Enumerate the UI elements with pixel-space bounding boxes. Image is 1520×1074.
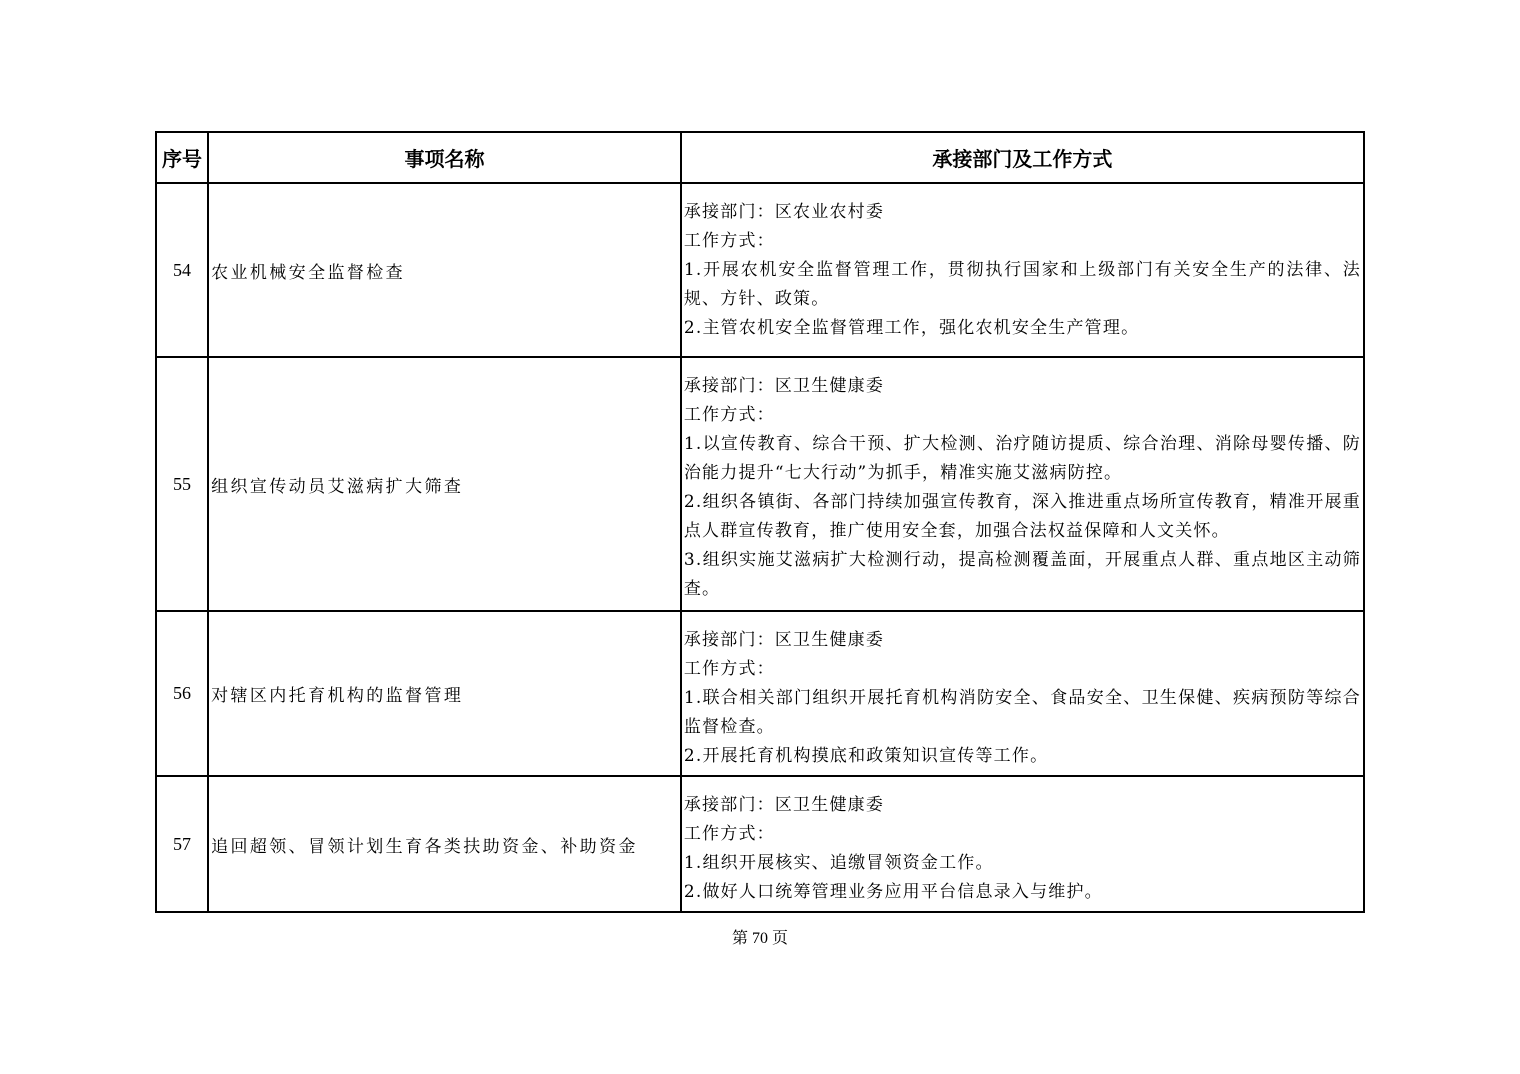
matters-table — [155, 131, 1365, 913]
page-number: 第 70 页 — [731, 930, 788, 947]
row-matter-name: 追回超领、冒领计划生育各类扶助资金、补助资金 — [208, 776, 681, 912]
header-serial-number: 序号 — [156, 132, 208, 183]
method-item: 1.开展农机安全监督管理工作，贯彻执行国家和上级部门有关安全生产的法律、法规、方针、政策。 — [683, 260, 1361, 309]
method-item: 1.组织开展核实、追缴冒领资金工作。 — [683, 853, 994, 873]
department-line: 承接部门：区农业农村委 — [683, 202, 885, 222]
method-item: 2.做好人口统筹管理业务应用平台信息录入与维护。 — [683, 882, 1103, 902]
department-line: 承接部门：区卫生健康委 — [683, 630, 885, 650]
header-matter-name: 事项名称 — [208, 132, 681, 183]
method-label: 工作方式： — [683, 405, 775, 425]
header-department-and-method: 承接部门及工作方式 — [681, 132, 1364, 183]
row-serial-number: 55 — [156, 357, 208, 611]
row-matter-name: 组织宣传动员艾滋病扩大筛查 — [208, 357, 681, 611]
method-label: 工作方式： — [683, 824, 775, 844]
table-row — [156, 357, 1364, 611]
table-row — [156, 776, 1364, 912]
table-row — [156, 611, 1364, 776]
row-department-and-method — [681, 776, 1364, 912]
method-item: 1.以宣传教育、综合干预、扩大检测、治疗随访提质、综合治理、消除母婴传播、防治能力提升“七大行动”为抓手，精准实施艾滋病防控。 — [683, 434, 1361, 483]
row-serial-number: 56 — [156, 611, 208, 776]
method-item: 2.组织各镇街、各部门持续加强宣传教育，深入推进重点场所宣传教育，精准开展重点人群宣传教育，推广使用安全套，加强合法权益保障和人文关怀。 — [683, 492, 1361, 541]
method-item: 2.开展托育机构摸底和政策知识宣传等工作。 — [683, 746, 1049, 766]
row-department-and-method — [681, 357, 1364, 611]
row-department-and-method — [681, 183, 1364, 357]
row-matter-name: 对辖区内托育机构的监督管理 — [208, 611, 681, 776]
method-item: 2.主管农机安全监督管理工作，强化农机安全生产管理。 — [683, 318, 1140, 338]
row-serial-number: 57 — [156, 776, 208, 912]
method-item: 1.联合相关部门组织开展托育机构消防安全、食品安全、卫生保健、疾病预防等综合监督检查。 — [683, 688, 1361, 737]
method-item: 3.组织实施艾滋病扩大检测行动，提高检测覆盖面，开展重点人群、重点地区主动筛查。 — [683, 550, 1361, 599]
method-label: 工作方式： — [683, 231, 775, 251]
row-serial-number: 54 — [156, 183, 208, 357]
table-row — [156, 183, 1364, 357]
department-line: 承接部门：区卫生健康委 — [683, 376, 885, 396]
department-line: 承接部门：区卫生健康委 — [683, 795, 885, 815]
row-matter-name: 农业机械安全监督检查 — [208, 183, 681, 357]
table-header-row — [156, 132, 1364, 183]
row-department-and-method — [681, 611, 1364, 776]
method-label: 工作方式： — [683, 659, 775, 679]
